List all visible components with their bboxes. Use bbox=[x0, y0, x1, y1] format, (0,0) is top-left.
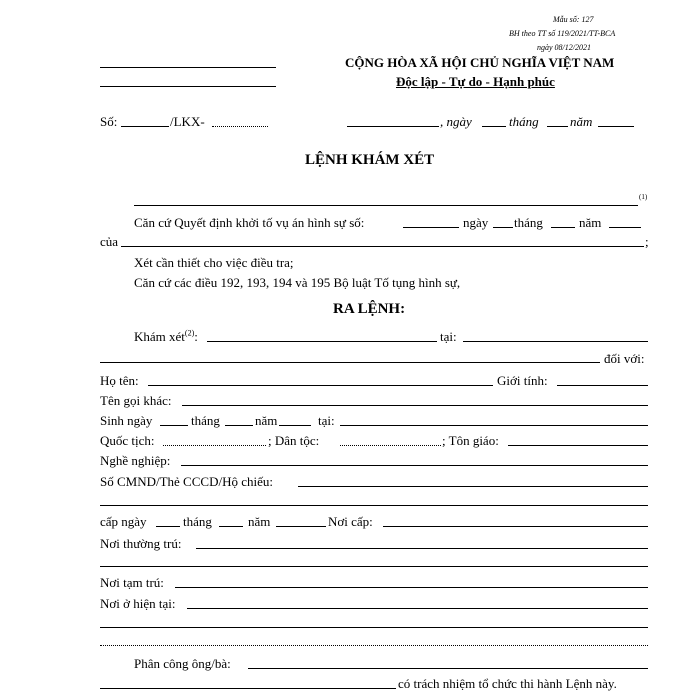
hien-tai-blank bbox=[187, 608, 648, 609]
search-label: Khám xét$^{(2)}$: bbox=[134, 328, 198, 344]
issuer-blank bbox=[134, 205, 638, 206]
date-year-blank bbox=[598, 126, 634, 127]
decision-number-blank bbox=[403, 227, 459, 228]
thuong-tru-blank-2 bbox=[100, 566, 648, 567]
assign-blank bbox=[248, 668, 648, 669]
ton-giao-blank bbox=[508, 445, 648, 446]
basis-decision: Căn cứ Quyết định khởi tố vụ án hình sự số: bbox=[134, 215, 365, 230]
decision-month-blank bbox=[551, 227, 575, 228]
birth-thang-label: tháng bbox=[191, 413, 220, 428]
basis-cua: của bbox=[100, 234, 119, 249]
date-ngay: , ngày bbox=[440, 114, 472, 129]
id-doc-blank-2 bbox=[100, 505, 648, 506]
place-blank bbox=[347, 126, 439, 127]
issue-day-blank bbox=[156, 526, 180, 527]
dan-toc-label: ; Dân tộc: bbox=[268, 433, 320, 448]
date-month-blank bbox=[547, 126, 568, 127]
number-code-blank bbox=[212, 126, 268, 127]
basis-articles: Căn cứ các điều 192, 193, 194 và 195 Bộ luật Tố tụng hình sự, bbox=[134, 275, 461, 290]
agency-line-2 bbox=[100, 86, 276, 87]
gioi-tinh-blank bbox=[557, 385, 648, 386]
birth-day-blank bbox=[160, 425, 188, 426]
ho-ten-label: Họ tên: bbox=[100, 373, 139, 388]
quoc-tich-blank bbox=[163, 445, 266, 446]
assign-responsibility: có trách nhiệm tổ chức thi hành Lệnh này. bbox=[398, 676, 617, 691]
date-nam: năm bbox=[570, 114, 593, 129]
document-title: LỆNH KHÁM XÉT bbox=[305, 152, 435, 168]
thuong-tru-blank bbox=[196, 548, 648, 549]
noi-cap-blank bbox=[383, 526, 648, 527]
note-1: (1) bbox=[639, 193, 648, 201]
dan-toc-blank bbox=[340, 445, 441, 446]
birth-nam-label: năm bbox=[255, 413, 278, 428]
thuong-tru-label: Nơi thường trú: bbox=[100, 536, 182, 551]
date-thang: tháng bbox=[509, 114, 539, 129]
search-tai: tại: bbox=[440, 329, 457, 344]
gioi-tinh-label: Giới tính: bbox=[497, 373, 548, 388]
decision-day-blank bbox=[493, 227, 513, 228]
hien-tai-label: Nơi ở hiện tại: bbox=[100, 596, 176, 611]
nghe-nghiep-blank bbox=[181, 465, 648, 466]
issue-nam-label: năm bbox=[248, 514, 271, 529]
ten-goi-khac-label: Tên gọi khác: bbox=[100, 393, 172, 408]
order-heading: RA LỆNH: bbox=[333, 301, 406, 317]
decision-year-blank bbox=[609, 227, 641, 228]
id-doc-label: Số CMND/Thẻ CCCD/Hộ chiếu: bbox=[100, 474, 273, 489]
sinh-ngay-label: Sinh ngày bbox=[100, 413, 153, 428]
national-motto: Độc lập - Tự do - Hạnh phúc bbox=[396, 74, 555, 89]
issue-year-blank bbox=[276, 526, 326, 527]
birth-place-blank bbox=[340, 425, 648, 426]
quoc-tich-label: Quốc tịch: bbox=[100, 433, 155, 448]
form-date: ngày 08/12/2021 bbox=[537, 43, 591, 52]
search-place-blank bbox=[463, 341, 648, 342]
basis-necessary: Xét cần thiết cho việc điều tra; bbox=[134, 255, 294, 270]
tam-tru-label: Nơi tạm trú: bbox=[100, 575, 164, 590]
search-object-blank bbox=[207, 341, 437, 342]
assign-blank-2 bbox=[100, 688, 396, 689]
issue-thang-label: tháng bbox=[183, 514, 212, 529]
note-2: (2) bbox=[184, 328, 195, 338]
birth-year-blank bbox=[279, 425, 311, 426]
noi-cap-label: Nơi cấp: bbox=[328, 514, 373, 529]
number-blank bbox=[121, 126, 169, 127]
issue-month-blank bbox=[219, 526, 243, 527]
ton-giao-label: ; Tôn giáo: bbox=[442, 433, 499, 448]
birth-month-blank bbox=[225, 425, 253, 426]
ten-goi-khac-blank bbox=[182, 405, 648, 406]
number-label: Số: bbox=[100, 114, 118, 129]
hien-tai-dotted bbox=[100, 645, 648, 646]
ho-ten-blank bbox=[148, 385, 493, 386]
assign-label: Phân công ông/bà: bbox=[134, 656, 231, 671]
basis-semicolon: ; bbox=[645, 234, 649, 249]
basis-ngay: ngày bbox=[463, 215, 489, 230]
form-code: Mẫu số: 127 bbox=[553, 15, 594, 24]
nghe-nghiep-label: Nghề nghiệp: bbox=[100, 453, 171, 468]
basis-thang: tháng bbox=[514, 215, 543, 230]
decision-authority-blank bbox=[121, 246, 644, 247]
number-suffix: /LKX- bbox=[170, 114, 205, 129]
birth-tai-label: tại: bbox=[318, 413, 335, 428]
cap-ngay-label: cấp ngày bbox=[100, 514, 147, 529]
country-name: CỘNG HÒA XÃ HỘI CHỦ NGHĨA VIỆT NAM bbox=[345, 55, 615, 70]
tam-tru-blank bbox=[175, 587, 648, 588]
agency-line-1 bbox=[100, 67, 276, 68]
basis-nam: năm bbox=[579, 215, 602, 230]
search-place-blank-2 bbox=[100, 362, 600, 363]
search-doi-voi: đối với: bbox=[604, 351, 645, 366]
date-day-blank bbox=[482, 126, 506, 127]
form-law: BH theo TT số 119/2021/TT-BCA bbox=[509, 29, 616, 38]
id-doc-blank bbox=[298, 486, 648, 487]
hien-tai-blank-2 bbox=[100, 627, 648, 628]
